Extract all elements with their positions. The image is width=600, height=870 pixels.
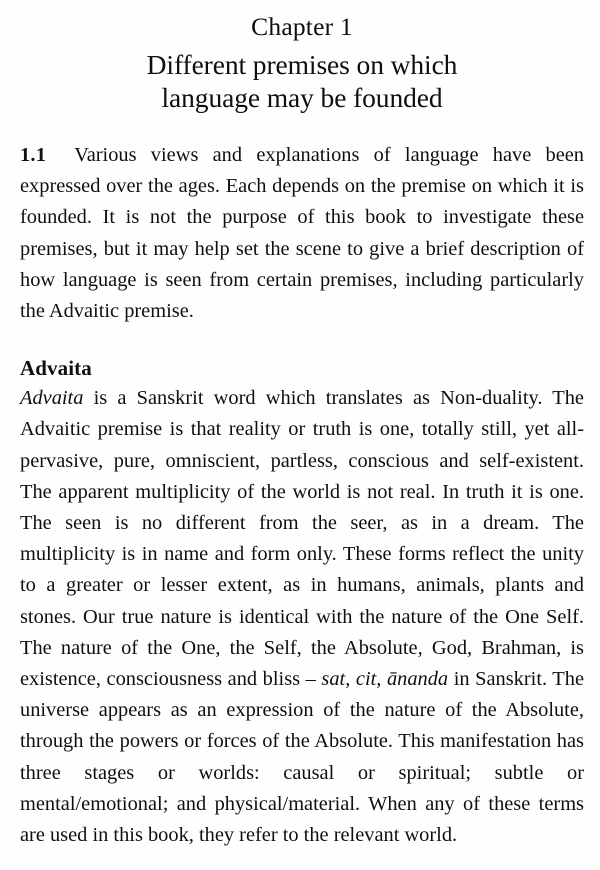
page-text-block	[20, 0, 584, 851]
chapter-title-line-1: Different premises on which	[146, 49, 458, 80]
nbsp-spacer	[46, 144, 74, 166]
chapter-title-line-2: language may be founded	[161, 82, 443, 113]
paragraph-1-1	[20, 140, 584, 327]
chapter-title	[20, 48, 584, 114]
advaita-body-segment-2: in Sanskrit. The universe appears as an expression of the nature of the Absolute, through the powers or forces of the Absolute. This manifestation has three stages or worlds: causal or spiritual; subtle or mental/emotional; and physical/material. When any of these terms are used in this book, they refer to the relevant world.	[20, 668, 584, 847]
paragraph-number: 1.1	[20, 144, 47, 166]
paragraph-advaita-body	[20, 383, 584, 851]
term-sat-cit-ananda-italic: sat, cit, ānanda	[321, 668, 449, 691]
paragraph-1-1-text: Various views and explanations of language have been expressed over the ages. Each depends on the premise on which it is founded. It is not the purpose of this book to investigate these premises, but it may help set the scene to give a brief description of how language is seen from certain premises, including particularly the Advaitic premise.	[20, 144, 584, 323]
chapter-number: Chapter 1	[251, 12, 353, 41]
chapter-heading	[20, 0, 584, 114]
term-advaita-italic: Advaita	[20, 387, 84, 410]
section-heading-advaita: Advaita	[20, 356, 92, 381]
advaita-body-segment-1: is a Sanskrit word which translates as Non-duality. The Advaitic premise is that reality or truth is one, totally still, yet all-pervasive, pure, omniscient, partless, conscious and self-existent. The apparent multiplicity of the world is not real. In truth it is one. The seen is no different from the seer, as in a dream. The multiplicity is in name and form only. These forms reflect the unity to a greater or lesser extent, as in humans, animals, plants and stones. Our true nature is identical with the nature of the One Self. The nature of the One, the Self, the Absolute, God, Brahman, is existence, consciousness and bliss –	[20, 387, 584, 691]
